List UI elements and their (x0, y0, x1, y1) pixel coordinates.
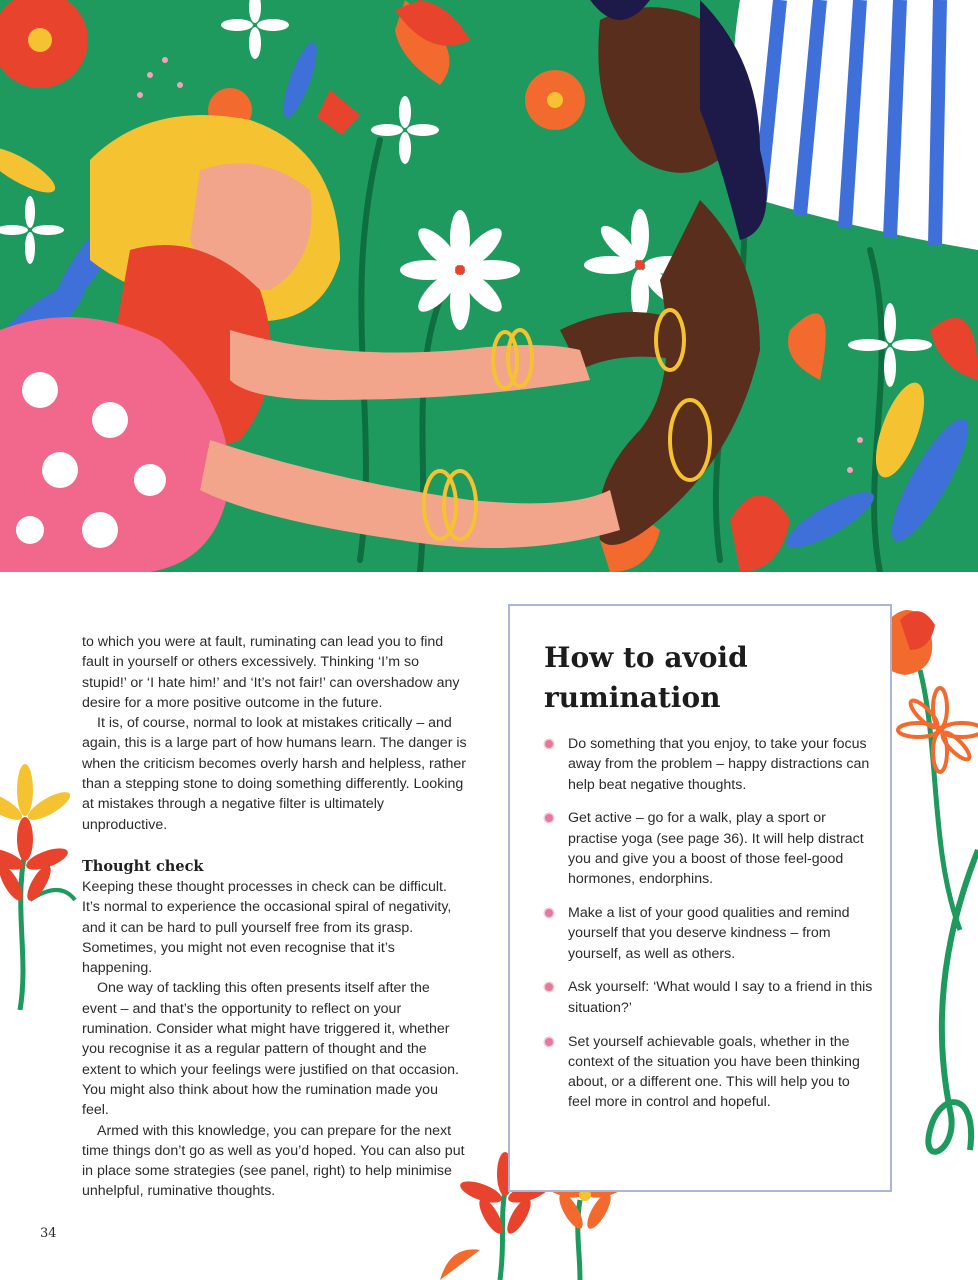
page-number: 34 (40, 1226, 57, 1241)
bullet-dot-icon (545, 814, 553, 822)
tip-item: Set yourself achievable goals, whether in the context of the situation you have been thinking about, or a different one. This will help you to feel more in control and hopeful. (544, 1032, 874, 1113)
section-paragraph-1: Keeping these thought processes in check can be difficult. It’s normal to experience the occasional spiral of negativity, and it can be hard to pull yourself free from its grasp. Sometimes, you might not even recognise that it’s happening. (82, 878, 452, 977)
panel-title: How to avoid rumination (544, 641, 748, 714)
main-text-column (82, 632, 467, 1202)
bullet-dot-icon (545, 909, 553, 917)
section-heading: Thought check (82, 857, 204, 875)
bullet-dot-icon (545, 740, 553, 748)
flower-meadow-illustration (0, 0, 978, 572)
tip-item: Get active – go for a walk, play a sport or practise yoga (see page 36). It will help distract you and give you a boost of those feel-good hormones, endorphins. (544, 808, 874, 889)
section-paragraph-3: Armed with this knowledge, you can prepare for the next time things don’t go as well as you’d hoped. You can also put in place some strategies (see panel, right) to help minimise unhelpful, ruminative thoughts. (82, 1122, 465, 1200)
bullet-dot-icon (545, 983, 553, 991)
tips-panel (508, 604, 892, 1192)
hero-illustration (0, 0, 978, 572)
tip-item: Ask yourself: ‘What would I say to a friend in this situation?’ (544, 977, 874, 1018)
left-flower-decoration (0, 750, 80, 1010)
tip-item: Make a list of your good qualities and remind yourself that you deserve kindness – from yourself, as well as others. (544, 903, 874, 964)
tips-list (544, 734, 874, 1126)
bullet-dot-icon (545, 1038, 553, 1046)
tip-item: Do something that you enjoy, to take your focus away from the problem – happy distractions can help beat negative thoughts. (544, 734, 874, 795)
intro-paragraph-1: to which you were at fault, ruminating can lead you to find fault in yourself or others excessively. Thinking ‘I’m so stupid!’ or ‘I hate him!’ and ‘It’s not fair!’ can overshadow any desire for a more positive outcome in the future. (82, 634, 460, 711)
intro-paragraph-2: It is, of course, normal to look at mistakes critically – and again, this is a large part of how humans learn. The danger is when the criticism becomes overly harsh and helpless, rather than a stepping stone to doing something differently. Looking at mistakes through a negative filter is ultimately unproductive. (82, 715, 467, 833)
section-paragraph-2: One way of tackling this often presents itself after the event – and that’s the opportunity to reflect on your rumination. Consider what might have triggered it, whether you recognise it as a regular pattern of thought and the extent to which your feelings were justified on that occasion. You might also think about how the rumination made you feel. (82, 980, 459, 1119)
